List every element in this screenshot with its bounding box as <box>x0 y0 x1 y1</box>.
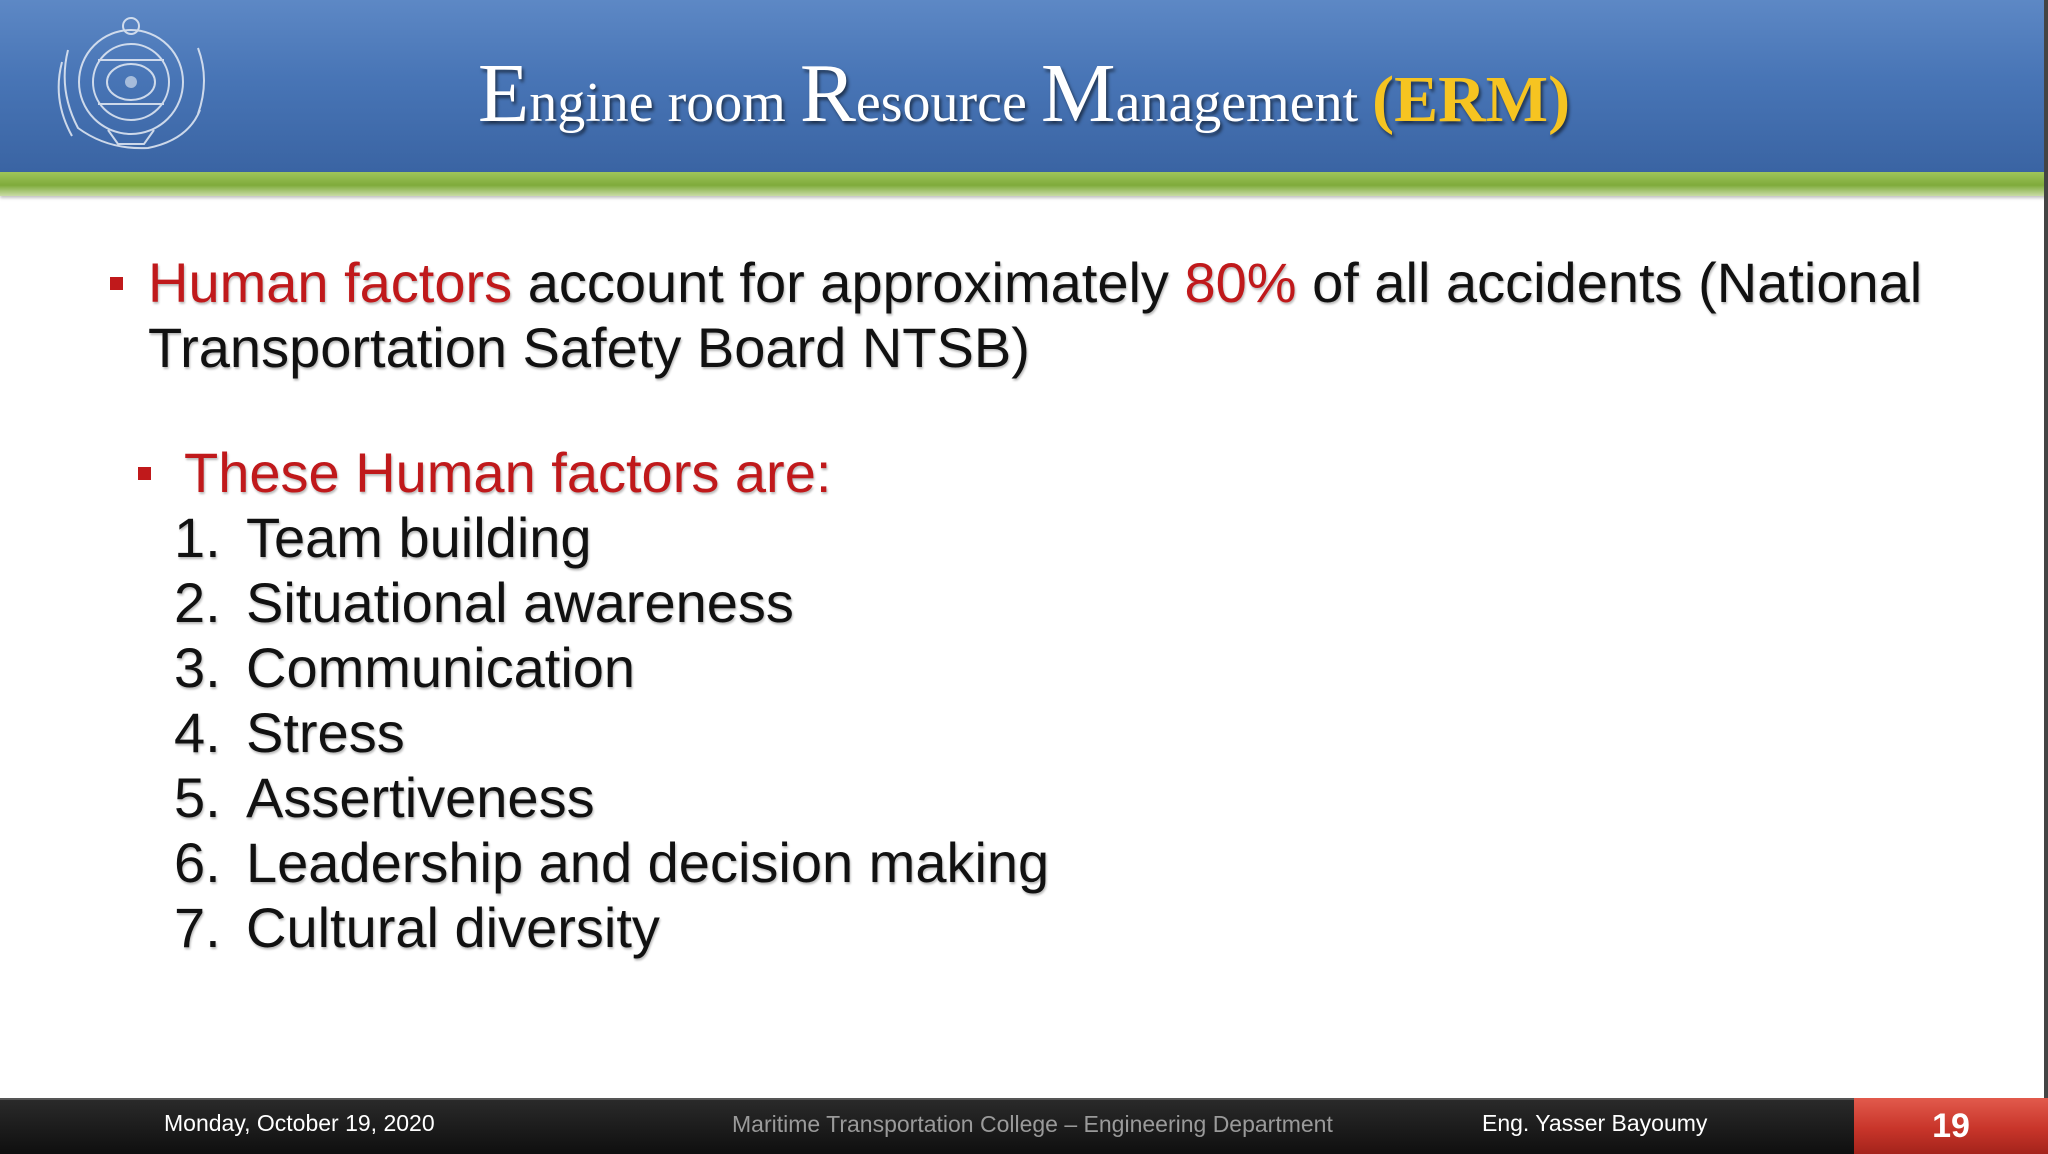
list-item-label: Situational awareness <box>246 571 794 634</box>
list-item-number: 4. <box>174 701 221 764</box>
factors-heading-text: These Human factors are: <box>184 441 832 504</box>
bullet-factors-heading <box>108 440 2008 505</box>
title-text-engine-room: ngine room <box>529 72 800 134</box>
list-item-label: Team building <box>246 506 592 569</box>
list-item-label: Cultural diversity <box>246 896 660 959</box>
list-item-number: 7. <box>174 896 221 959</box>
footer-date: Monday, October 19, 2020 <box>164 1110 435 1136</box>
list-item-number: 5. <box>174 766 221 829</box>
list-item <box>108 505 2008 570</box>
list-item-number: 1. <box>174 506 221 569</box>
highlight-percentage: 80% <box>1184 251 1297 314</box>
title-abbreviation: (ERM) <box>1372 63 1571 136</box>
slide-footer <box>0 1098 2048 1154</box>
list-item-number: 3. <box>174 636 221 699</box>
slide-edge-divider <box>2044 0 2048 1098</box>
list-item <box>108 700 2008 765</box>
list-item-label: Communication <box>246 636 636 699</box>
bullet-text-part2: of all accidents (National <box>1296 251 1923 314</box>
list-item <box>108 895 2008 960</box>
human-factors-list <box>108 505 2008 960</box>
highlight-human-factors: Human factors <box>148 251 513 314</box>
slide-body <box>108 250 2008 960</box>
title-initial-e: E <box>477 47 530 140</box>
title-text-resource: esource <box>855 72 1041 134</box>
title-text-management: anagement <box>1115 72 1373 134</box>
footer-department: Maritime Transportation College – Engineering Department <box>732 1111 1333 1137</box>
title-initial-m: M <box>1040 47 1116 140</box>
bullet-text-line2: Transportation Safety Board NTSB) <box>148 316 1030 379</box>
list-item <box>108 830 2008 895</box>
list-item-label: Stress <box>246 701 405 764</box>
square-bullet-icon <box>138 467 151 480</box>
title-initial-r: R <box>799 47 856 140</box>
list-item <box>108 765 2008 830</box>
slide-title <box>0 44 2048 144</box>
square-bullet-icon <box>110 277 123 290</box>
bullet-text-part1: account for approximately <box>512 251 1185 314</box>
header-divider-stripe <box>0 172 2048 196</box>
bullet-human-factors-statistic <box>108 250 2008 380</box>
list-item-label: Leadership and decision making <box>246 831 1050 894</box>
footer-author: Eng. Yasser Bayoumy <box>1482 1110 1708 1136</box>
list-item-label: Assertiveness <box>246 766 595 829</box>
list-item-number: 2. <box>174 571 221 634</box>
list-item <box>108 570 2008 635</box>
list-item <box>108 635 2008 700</box>
list-item-number: 6. <box>174 831 221 894</box>
slide-number-badge: 19 <box>1854 1098 2048 1154</box>
